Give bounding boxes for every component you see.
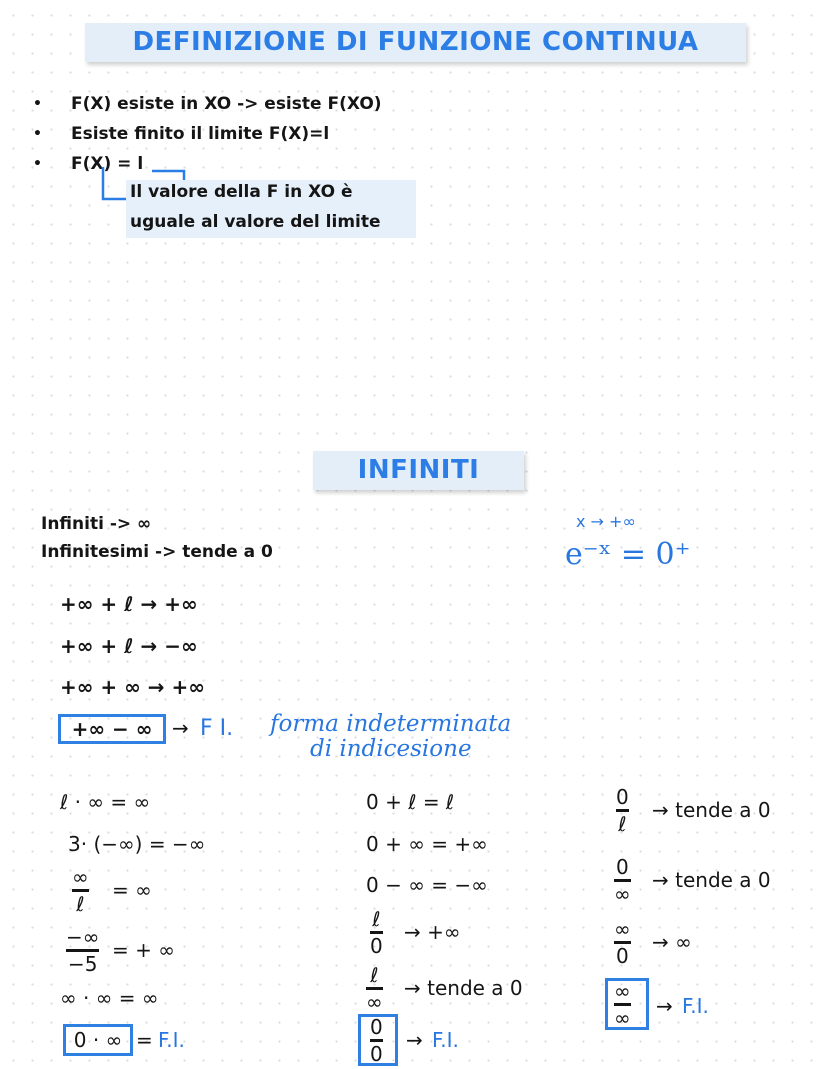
col2-row-3: 0 − ∞ = −∞ [366,873,488,897]
col2-row-1: 0 + ℓ = ℓ [366,790,455,814]
bullet-3: F(X) = l [71,154,144,174]
col3-frac-4: ∞ ∞ [614,979,631,1030]
bullet-dot: • [33,156,42,172]
col1-row-4-rest: = + ∞ [112,938,175,962]
col2-row-5-rest: → tende a 0 [404,976,523,1000]
col2-frac-6: 0 0 [370,1015,383,1066]
col1-row-5: ∞ · ∞ = ∞ [60,986,159,1010]
fi-arrow-icon: → [172,716,189,740]
section-title-infiniti: INFINITI [313,451,524,490]
col3-row-2-rest: → tende a 0 [652,868,771,892]
col1-fi-box: 0 · ∞ [63,1024,133,1056]
def-infiniti: Infiniti -> ∞ [41,514,152,534]
col2-row-6-arrow: → [406,1028,423,1052]
fi-note-2: di indicesione [310,736,472,762]
fi-label: F I. [200,716,234,741]
sum-row-1: +∞ + ℓ → +∞ [60,592,198,616]
col2-row-2: 0 + ∞ = +∞ [366,832,488,856]
col2-row-4-rest: → +∞ [404,920,461,944]
col1-frac-3: ∞ ℓ [72,865,89,916]
col3-row-4-fi: F.I. [682,994,709,1018]
section-title-continua: DEFINIZIONE DI FUNZIONE CONTINUA [85,23,746,62]
col2-frac-5: ℓ ∞ [366,963,383,1014]
sum-row-3: +∞ + ∞ → +∞ [60,675,205,699]
bullet-dot: • [33,126,42,142]
def-infinitesimi: Infinitesimi -> tende a 0 [41,542,273,562]
col1-row-6-eq: = [136,1028,153,1052]
fi-note-1: forma indeterminata [270,711,512,737]
col2-row-6-fi: F.I. [432,1028,459,1052]
col3-row-3-rest: → ∞ [652,930,692,954]
bullet-2: Esiste finito il limite F(X)=l [71,124,330,144]
col3-frac-2: 0 ∞ [614,855,631,906]
fi-box: +∞ − ∞ [58,714,166,744]
col3-row-4-arrow: → [656,994,673,1018]
limit-expression: e⁻ˣ = 0⁺ [565,537,691,572]
col3-frac-1: 0 ℓ [616,785,629,836]
col1-frac-4: −∞ −5 [66,925,100,976]
sum-row-2: +∞ + ℓ → −∞ [60,634,198,658]
bullet-1: F(X) esiste in XO -> esiste F(XO) [71,94,382,114]
col1-row-6-fi: F.I. [158,1028,185,1052]
bullet-dot: • [33,96,42,112]
col1-row-1: ℓ · ∞ = ∞ [60,790,151,814]
col1-row-3-rest: = ∞ [112,878,152,902]
col3-row-1-rest: → tende a 0 [652,798,771,822]
note-line-1: Il valore della F in XO è [130,182,353,202]
col1-row-2: 3· (−∞) = −∞ [68,832,206,856]
col3-frac-3: ∞ 0 [614,917,631,968]
col2-frac-4: ℓ 0 [370,907,383,958]
note-line-2: uguale al valore del limite [130,212,381,232]
limit-condition: x → +∞ [576,512,636,531]
